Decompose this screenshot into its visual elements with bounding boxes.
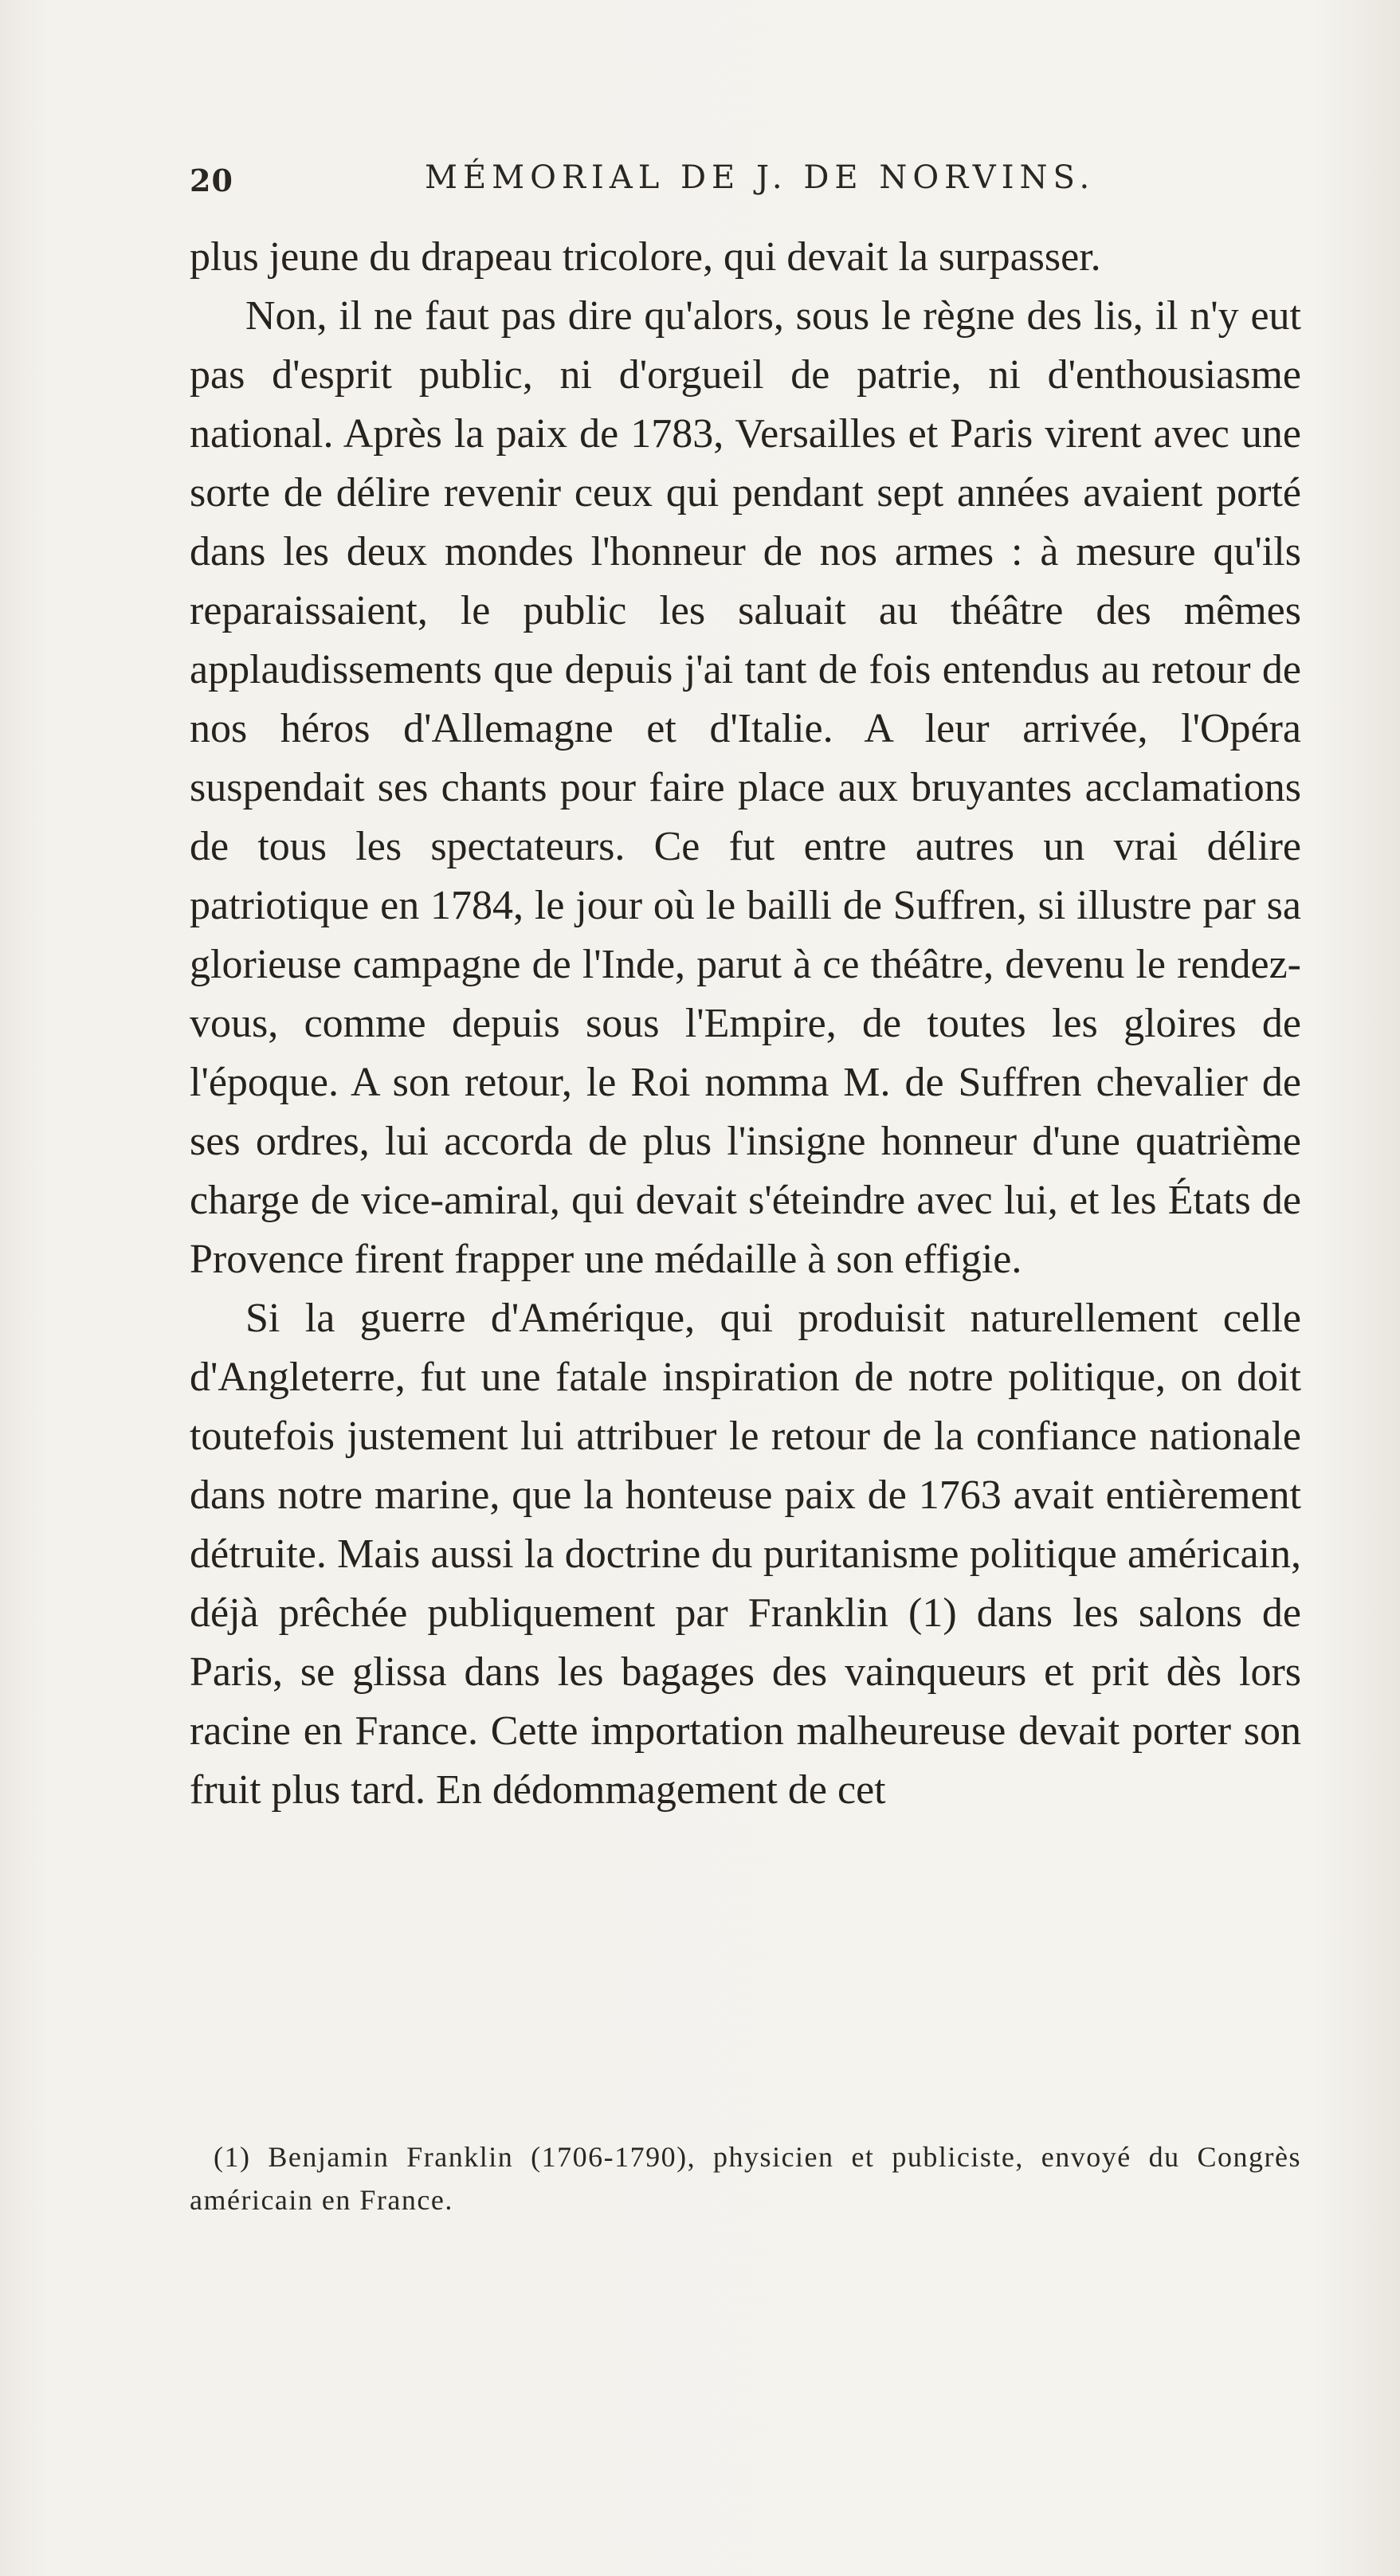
paragraph-continuation: plus jeune du drapeau tricolore, qui devait la surpasser. — [190, 234, 1101, 280]
paragraph: Si la guerre d'Amérique, qui produisit naturellement celle d'Angleterre, fut une fatale inspiration de notre politique, on doit toutefois justement lui attribuer le retour de la confiance nationale dans notre marine, que la honteuse paix de 1763 avait entièrement détruite. Mais aussi la doctrine du puritanisme politique américain, déjà prêchée publiquement par Franklin (1) dans les salons de Paris, se glissa dans les bagages des vainqueurs et prit dès lors racine en France. Cette importation malheureuse devait porter son fruit plus tard. En dédommagement de cet — [190, 1296, 1301, 1813]
running-title: MÉMORIAL DE J. DE NORVINS. — [425, 159, 1096, 196]
page-header — [190, 151, 1301, 215]
footnote — [190, 2135, 1301, 2221]
main-text — [190, 228, 1301, 1820]
page-number: 20 — [190, 163, 233, 198]
footnote-text: (1) Benjamin Franklin (1706-1790), physicien et publiciste, envoyé du Congrès américain en France. — [190, 2141, 1301, 2216]
paragraph: Non, il ne faut pas dire qu'alors, sous le règne des lis, il n'y eut pas d'esprit public, ni d'orgueil de patrie, ni d'enthousiasme national. Après la paix de 1783, Versailles et Paris virent avec une sorte de délire revenir ceux qui pendant sept années avaient porté dans les deux mondes l'honneur de nos armes : à mesure qu'ils reparaissaient, le public les saluait au théâtre des mêmes applaudissements que depuis j'ai tant de fois entendus au retour de nos héros d'Allemagne et d'Italie. A leur arrivée, l'Opéra suspendait ses chants pour faire place aux bruyantes acclamations de tous les spectateurs. Ce fut entre autres un vrai délire patriotique en 1784, le jour où le bailli de Suffren, si illustre par sa glorieuse campagne de l'Inde, parut à ce théâtre, devenu le rendez-vous, comme depuis sous l'Empire, de toutes les gloires de l'époque. A son retour, le Roi nomma M. de Suffren chevalier de ses ordres, lui accorda de plus l'insigne honneur d'une quatrième charge de vice-amiral, qui devait s'éteindre avec lui, et les États de Provence firent frapper une médaille à son effigie. — [190, 293, 1301, 1282]
